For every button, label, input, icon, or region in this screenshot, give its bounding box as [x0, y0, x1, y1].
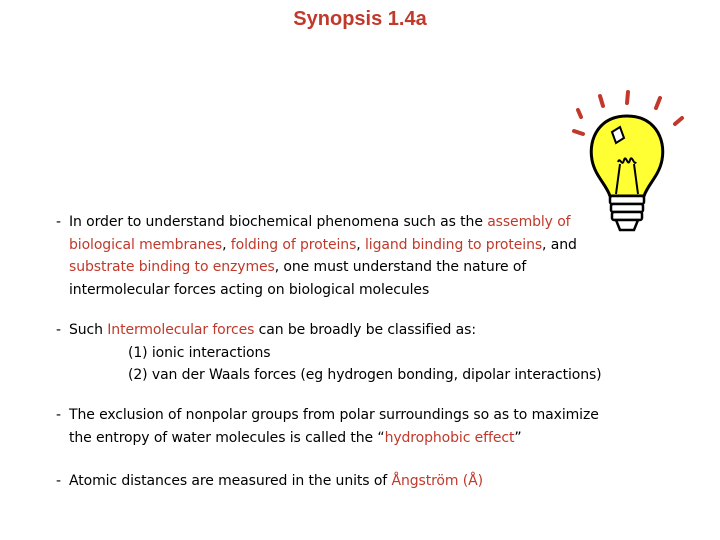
b2-highlight-intermolecular: Intermolecular forces [107, 322, 255, 338]
bullet-dash: - [56, 407, 61, 423]
b3-text: The exclusion of nonpolar groups from polar surroundings so as to maximize [69, 407, 599, 423]
b4-highlight-angstrom: Ångström (Å) [391, 473, 483, 489]
bullet-intermolecular-forces [56, 319, 602, 387]
b2-item-van-der-waals: (2) van der Waals forces (eg hydrogen bonding, dipolar interactions) [128, 367, 602, 383]
bulb-glass [591, 116, 663, 196]
b3-text: the entropy of water molecules is called the “ [69, 429, 385, 446]
b1-highlight-ligand: ligand binding to proteins [364, 236, 543, 253]
b1-highlight-membranes: biological membranes [69, 236, 223, 253]
b1-highlight-assembly: assembly of [487, 214, 571, 230]
bullet-biochemical-phenomena [56, 211, 577, 301]
bullet-angstrom [56, 470, 483, 493]
page-title: Synopsis 1.4a [293, 8, 427, 30]
b1-text: , [356, 236, 365, 253]
b3-highlight-hydrophobic: hydrophobic effect [384, 429, 515, 446]
b1-highlight-folding: folding of proteins [230, 236, 357, 253]
b2-text: Such [69, 322, 108, 338]
b1-text: In order to understand biochemical phenomena such as the [69, 214, 488, 230]
b1-highlight-substrate: substrate binding to enzymes [69, 259, 275, 275]
bulb-base [610, 196, 644, 230]
b2-text: can be broadly be classified as: [254, 322, 476, 338]
b1-text: , and [542, 236, 577, 253]
bullet-dash: - [56, 473, 61, 489]
bullet-hydrophobic-effect [56, 404, 599, 449]
b1-text: intermolecular forces acting on biological molecules [69, 281, 430, 298]
lightbulb-icon [564, 86, 690, 236]
b3-text: ” [514, 429, 522, 446]
b2-item-ionic: (1) ionic interactions [128, 344, 271, 361]
bullet-dash: - [56, 322, 61, 338]
b1-text: , [222, 236, 231, 253]
b4-text: Atomic distances are measured in the units of [69, 473, 392, 489]
bullet-dash: - [56, 214, 61, 230]
b1-text: , one must understand the nature of [274, 259, 527, 275]
